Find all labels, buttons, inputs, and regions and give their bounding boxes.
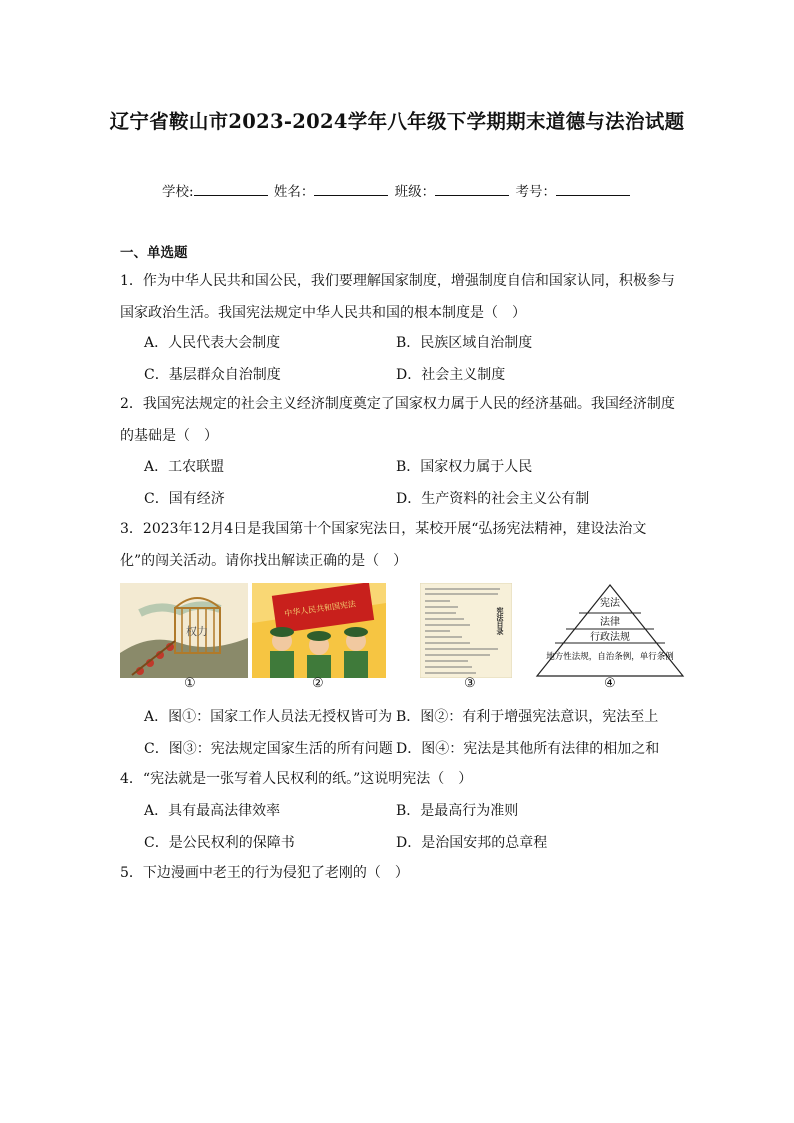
class-blank[interactable] [435,182,509,196]
q3-option-c[interactable]: C．图③：宪法规定国家生活的所有问题 [144,741,393,757]
figure-4-law-pyramid [535,583,685,678]
q1-option-b[interactable]: B．民族区域自治制度 [396,335,533,351]
figure-2-constitution-soldiers [252,583,386,678]
figure-2-banner-text: 中华人民共和国宪法 [283,599,357,619]
question-2-stem: 2．我国宪法规定的社会主义经济制度奠定了国家权力属于人民的经济基础。我国经济制度的基础是（ ） [120,396,675,444]
section-heading: 一、单选题 [120,245,188,261]
figure-2-label: ② [312,676,324,691]
name-blank[interactable] [314,182,388,196]
figure-1-cage-text: 权力 [186,625,208,638]
q2-option-a[interactable]: A．工农联盟 [144,459,225,475]
q2-option-d[interactable]: D．生产资料的社会主义公有制 [396,491,590,507]
q3-option-a[interactable]: A．图①：国家工作人员法无授权皆可为 [144,709,393,725]
q1-option-c[interactable]: C．基层群众自治制度 [144,367,281,383]
q2-option-b[interactable]: B．国家权力属于人民 [396,459,533,475]
q1-option-d[interactable]: D．社会主义制度 [396,367,506,383]
figure-1-power-cage [120,583,248,678]
exam-no-label: 考号： [515,184,556,200]
pyramid-level-4: 地方性法规，自治条例，单行条例 [546,652,674,662]
exam-no-blank[interactable] [556,182,630,196]
question-1-stem: 1．作为中华人民共和国公民，我们要理解国家制度，增强制度自信和国家认同，积极参与国家政治生活。我国宪法规定中华人民共和国的根本制度是（ ） [120,273,675,321]
figure-3-label: ③ [464,676,476,691]
figure-4-label: ④ [604,676,616,691]
q2-option-c[interactable]: C．国有经济 [144,491,225,507]
school-blank[interactable] [194,182,268,196]
figure-3-side-text: 宪法目录 [496,607,504,635]
pyramid-level-2: 法律 [600,617,620,628]
question-4-stem: 4．“宪法就是一张写着人民权利的纸。”这说明宪法（ ） [120,771,473,787]
pyramid-level-1: 宪法 [600,598,620,609]
q4-option-b[interactable]: B．是最高行为准则 [396,803,519,819]
class-label: 班级： [394,184,436,200]
question-3-stem: 3．2023年12月4日是我国第十个国家宪法日，某校开展“弘扬宪法精神，建设法治文化”的闯关活动。请你找出解读正确的是（ ） [120,521,647,569]
q1-option-a[interactable]: A．人民代表大会制度 [144,335,281,351]
figure-3-constitution-contents [420,583,512,678]
q4-option-d[interactable]: D．是治国安邦的总章程 [396,835,548,851]
q4-option-c[interactable]: C．是公民权利的保障书 [144,835,295,851]
school-label: 学校: [162,184,194,200]
pyramid-level-3: 行政法规 [590,632,630,643]
q3-option-b[interactable]: B．图②：有利于增强宪法意识，宪法至上 [396,709,659,725]
question-5-stem: 5．下边漫画中老王的行为侵犯了老刚的（ ） [120,865,409,881]
q4-option-a[interactable]: A．具有最高法律效率 [144,803,281,819]
name-label: 姓名： [273,184,315,200]
figure-1-label: ① [184,676,196,691]
q3-option-d[interactable]: D．图④：宪法是其他所有法律的相加之和 [396,741,660,757]
page-title: 辽宁省鞍山市2023-2024学年八年级下学期期末道德与法治试题 [109,110,685,133]
student-info-line [0,180,794,200]
